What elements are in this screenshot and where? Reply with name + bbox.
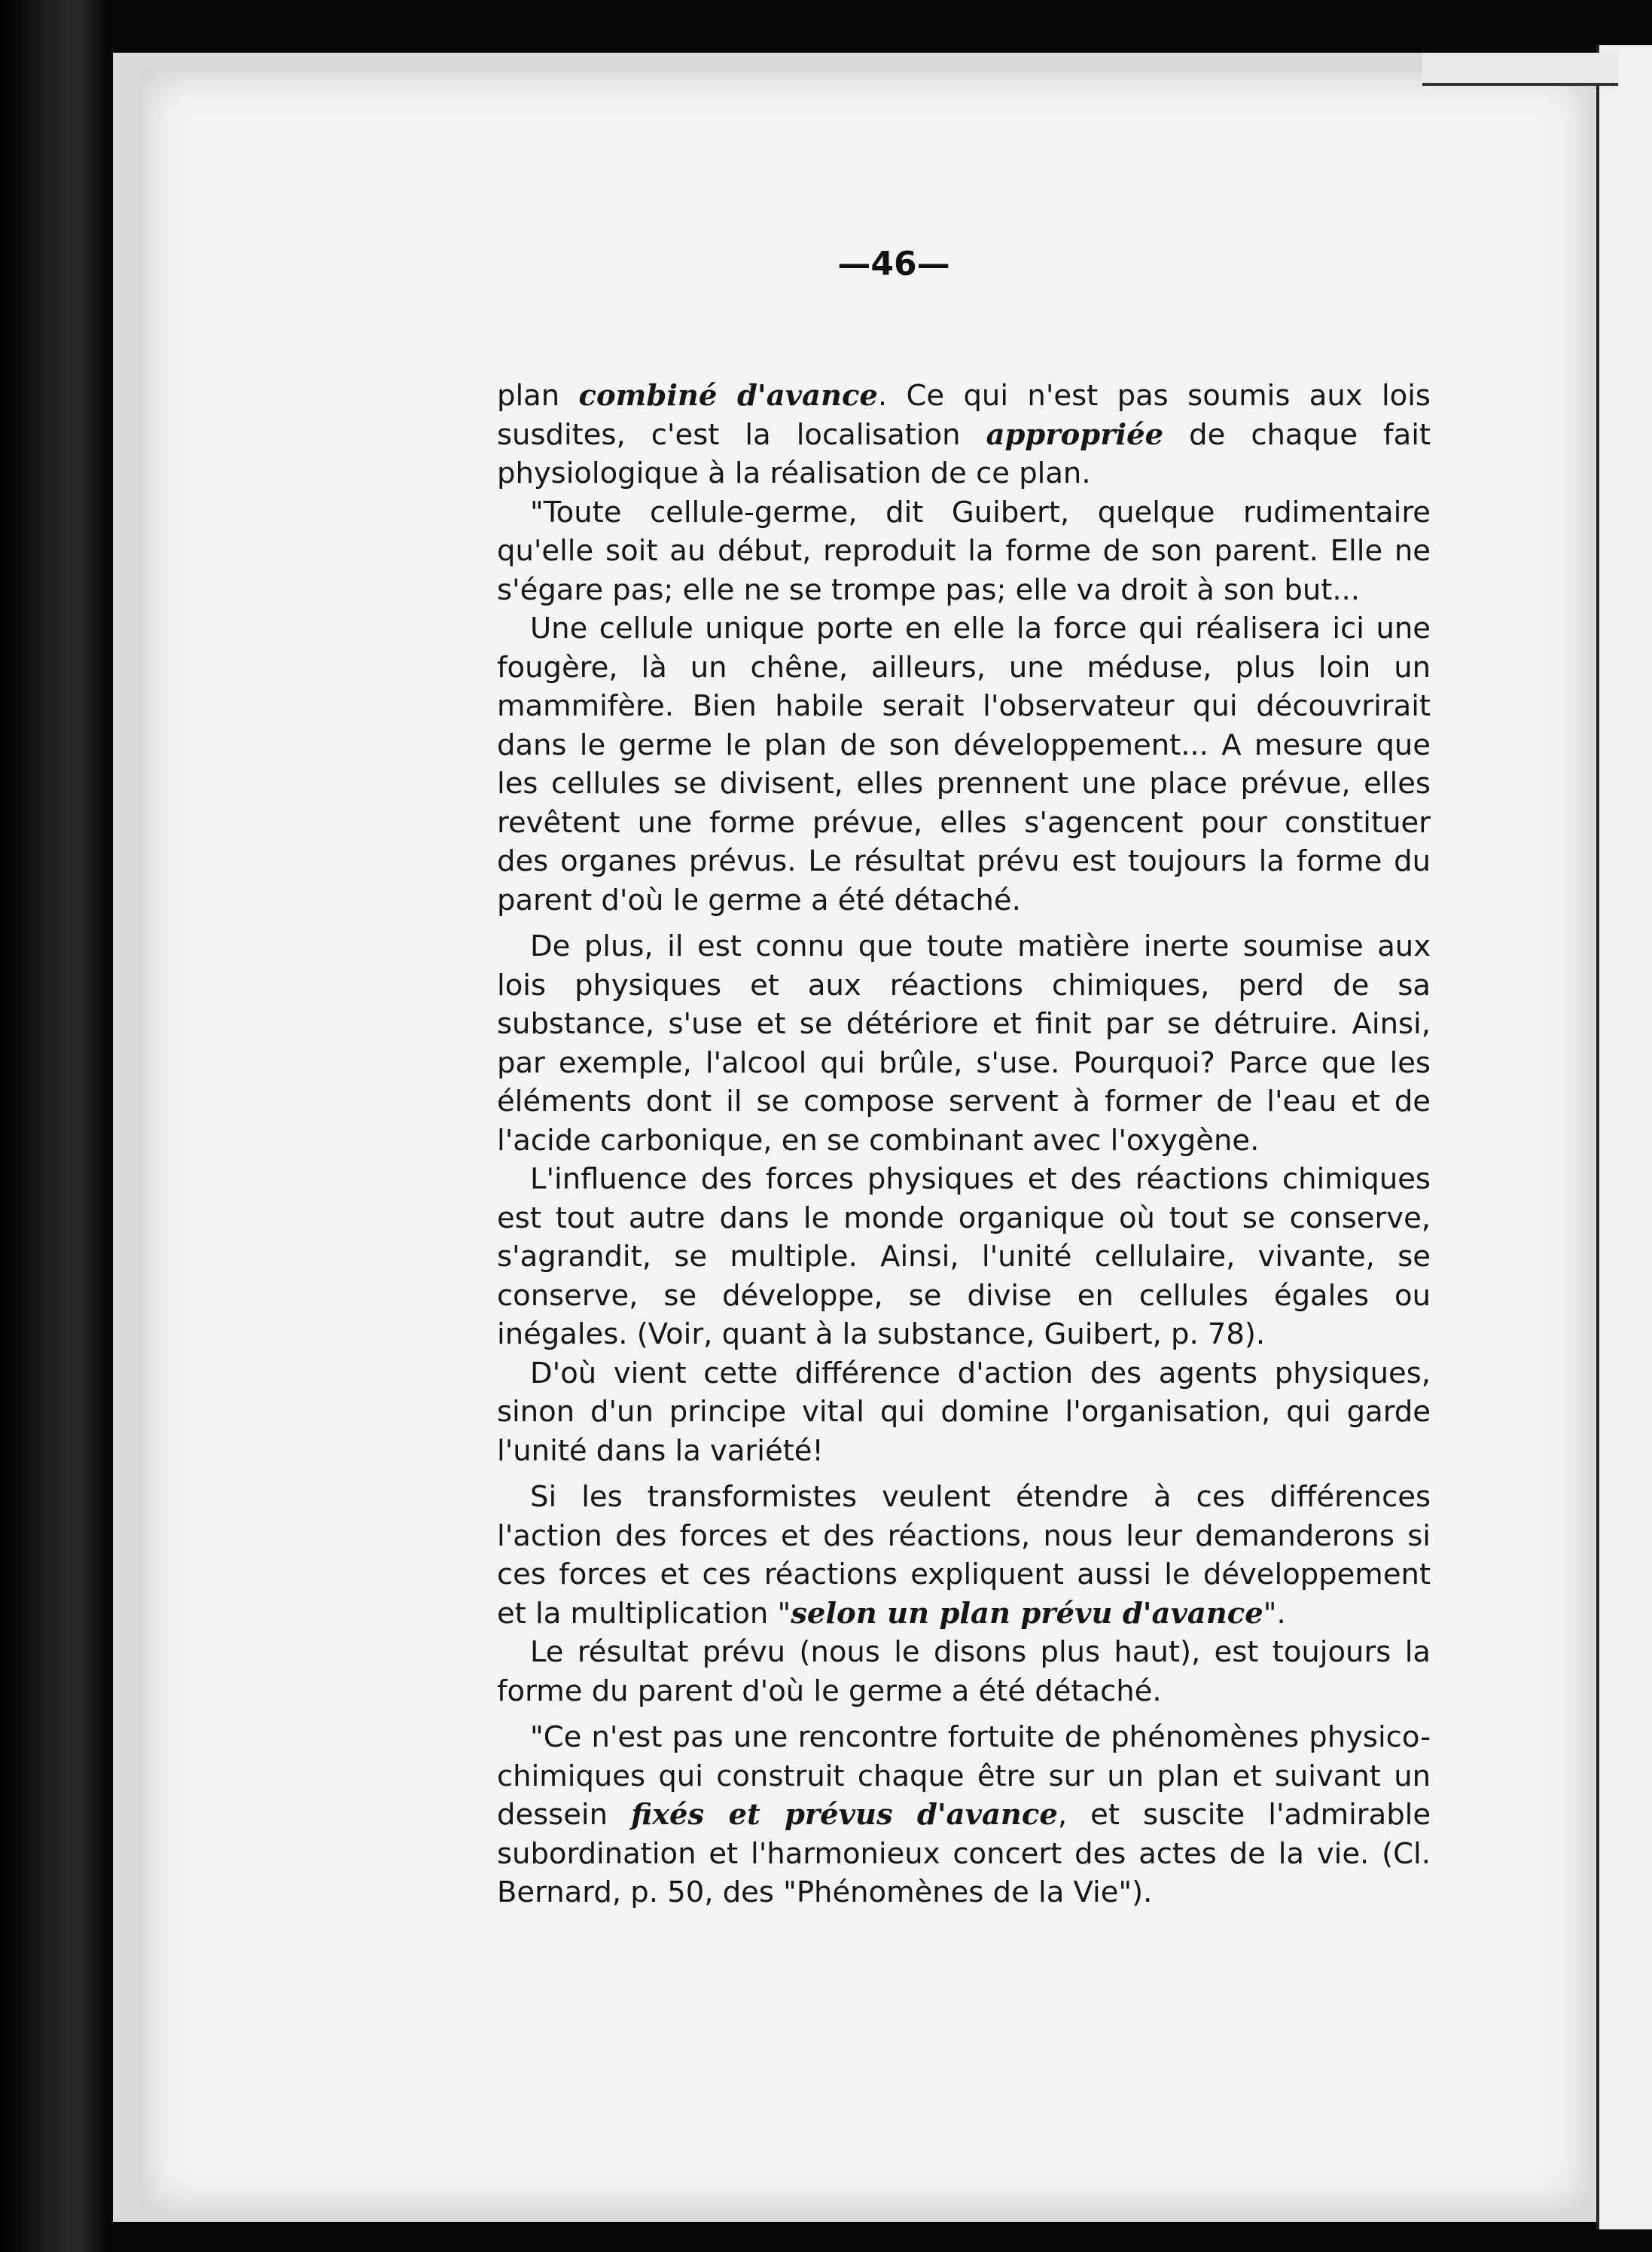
text-run: "Toute cellule-germe, dit Guibert, quelque rudimentaire qu'elle soit au début, reproduit la forme de son parent. Elle ne s'égare pas; elle ne se trompe pas; elle va droit à son but... bbox=[497, 495, 1431, 607]
page-number: —46— bbox=[837, 245, 950, 283]
text-run: "Ce n'est pas une rencontre fortuite de phénomènes physico-chimiques qui construit chaque être sur un plan et suivant un dessein bbox=[497, 1720, 1431, 1832]
paragraph-p1 bbox=[497, 377, 1431, 493]
paragraph-p7 bbox=[497, 1478, 1431, 1633]
adjacent-page-edge bbox=[1596, 45, 1652, 2229]
italic-phrase: fixés et prévus d'avance bbox=[631, 1798, 1058, 1832]
paragraph-p3 bbox=[497, 609, 1431, 920]
binding-edge bbox=[0, 0, 105, 2252]
text-run: . Ce qui n'est pas soumis aux lois susdites, c'est la localisation bbox=[497, 379, 1431, 452]
paragraph-p2 bbox=[497, 493, 1431, 610]
text-run: L'influence des forces physiques et des réactions chimiques est tout autre dans le monde organique où tout se conserve, s'agrandit, se multiple. Ainsi, l'unité cellulaire, vivante, se conserve, se développe, se divise en cellules égales ou inégales. (Voir, quant à la substance, Guibert, p. 78). bbox=[497, 1162, 1431, 1351]
text-run: , et suscite l'admirable subordination et l'harmonieux concert des actes de la vie. (Cl. Bernard, p. 50, des "Phénomènes de la Vie"). bbox=[497, 1798, 1431, 1909]
italic-phrase: appropriée bbox=[986, 417, 1164, 452]
text-run: Si les transformistes veulent étendre à ces différences l'action des forces et des réactions, nous leur demanderons si ces forces et ces réactions expliquent aussi le développement et la multiplication " bbox=[497, 1480, 1431, 1631]
text-run: De plus, il est connu que toute matière inerte soumise aux lois physiques et aux réactions chimiques, perd de sa substance, s'use et se détériore et finit par se détruire. Ainsi, par exemple, l'alcool qui brûle, s'use. Pourquoi? Parce que les éléments dont il se compose servent à former de l'eau et de l'acide carbonique, en se combinant avec l'oxygène. bbox=[497, 929, 1431, 1158]
paragraph-p5 bbox=[497, 1160, 1431, 1354]
paragraph-p8 bbox=[497, 1633, 1431, 1710]
paragraph-p9 bbox=[497, 1718, 1431, 1912]
italic-phrase: selon un plan prévu d'avance bbox=[791, 1596, 1263, 1631]
text-run: plan bbox=[497, 379, 579, 413]
text-run: D'où vient cette différence d'action des agents physiques, sinon d'un principe vital qui domine l'organisation, qui garde l'unité dans la variété! bbox=[497, 1356, 1431, 1468]
paragraph-p6 bbox=[497, 1354, 1431, 1471]
text-run: Une cellule unique porte en elle la force qui réalisera ici une fougère, là un chêne, ailleurs, une méduse, plus loin un mammifère. Bien habile serait l'observateur qui découvrirait dans le germe le plan de son développement... A mesure que les cellules se divisent, elles prennent une place prévue, elles revêtent une forme prévue, elles s'agencent pour constituer des organes prévus. Le résultat prévu est toujours la forme du parent d'où le germe a été détaché. bbox=[497, 612, 1431, 917]
italic-phrase: combiné d'avance bbox=[578, 379, 878, 413]
body-text bbox=[497, 377, 1431, 1912]
text-run: de chaque fait physiologique à la réalisation de ce plan. bbox=[497, 417, 1431, 490]
text-run: ". bbox=[1263, 1596, 1286, 1631]
text-run: Le résultat prévu (nous le disons plus haut), est toujours la forme du parent d'où le germe a été détaché. bbox=[497, 1635, 1431, 1708]
paragraph-p4 bbox=[497, 927, 1431, 1160]
page-tab bbox=[1422, 53, 1618, 86]
